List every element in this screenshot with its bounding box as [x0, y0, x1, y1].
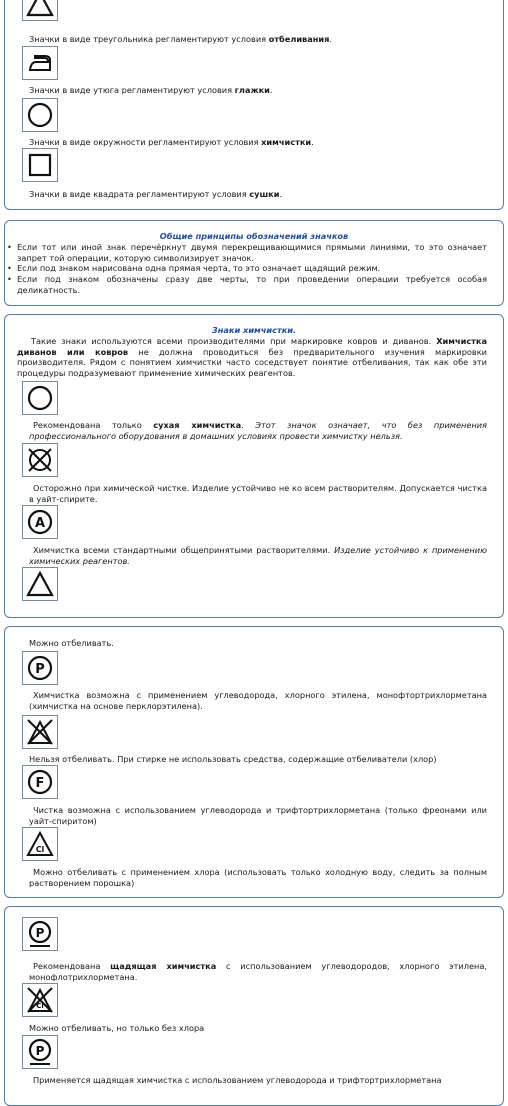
- section-title: Знаки химчистки.: [211, 325, 297, 335]
- symbol-frame: [22, 827, 58, 861]
- circle-icon: [26, 384, 54, 412]
- principle-bullet: • Если под знаком нарисована одна прямая черта, то это означает щадящий режим.: [5, 263, 487, 274]
- circle-p-underline-icon: [26, 1038, 54, 1066]
- svg-text:P: P: [35, 926, 45, 940]
- gentle-freon-description: Применяется щадящая химчистка с использованием углеводорода и трифтортрихлорметана: [33, 1075, 442, 1085]
- svg-text:P: P: [35, 662, 45, 677]
- symbol-frame: [22, 98, 58, 132]
- bleach-allowed-description: Можно отбеливать.: [29, 638, 114, 648]
- symbol-frame: [22, 917, 58, 951]
- dry-cleaning-signs-card: [4, 314, 504, 618]
- symbol-frame: [22, 983, 58, 1017]
- square-icon: [26, 151, 54, 179]
- bleaching-signs-card: [4, 626, 504, 898]
- freon-description: Чистка возможна с использованием углеводорода и трифтортрихлорметана (только фреонами или уайт-спиритом): [29, 805, 487, 826]
- chlorine-bleach-description: Можно отбеливать с применением хлора (использовать только холодную воду, следить за полным растворением порошка): [29, 867, 487, 888]
- circle-p-icon: [26, 654, 54, 682]
- svg-text:P: P: [35, 1044, 45, 1058]
- bleach-no-chlorine-description: Можно отбеливать, но только без хлора: [29, 1023, 205, 1033]
- gentle-cleaning-description: Рекомендована щадящая химчистка с использованием углеводородов, хлорного этилена, монофлотрихлорметана.: [29, 961, 487, 982]
- symbol-frame: [22, 381, 58, 415]
- symbol-frame: [22, 505, 58, 539]
- careful-cleaning-description: Осторожно при химической чистке. Изделие устойчиво не ко всем растворителям. Допускается чистка в уайт-спирите.: [29, 483, 487, 504]
- symbol-frame: [22, 765, 58, 799]
- section-intro: Такие знаки используются всеми производителями при маркировке ковров и диванов. Химчистка диванов или ковров не должна проводиться без предварительного изучения маркировки производителя. Рядом с понятием химчистки часто соседствует понятие отбеливания, так как обе эти процедуры подразумевают применение химических реагентов.: [17, 336, 487, 378]
- symbol-frame: [22, 148, 58, 182]
- crossed-triangle-icon: [26, 718, 54, 746]
- triangle-description: Значки в виде треугольника регламентируют условия отбеливания.: [29, 34, 333, 44]
- principle-bullet: • Если тот или иной знак перечёркнут двумя перекрещивающимися прямыми линиями, то это означает запрет той операции, которую символизирует значок.: [5, 242, 487, 263]
- standard-solvents-description: Химчистка всеми стандартными общепринятыми растворителями. Изделие устойчиво к применению химических реагентов.: [29, 545, 487, 566]
- general-principles-card: [4, 220, 504, 306]
- svg-text:Cl: Cl: [36, 1002, 44, 1010]
- symbol-frame: [22, 0, 58, 21]
- iron-icon: [26, 49, 54, 77]
- no-bleach-description: Нельзя отбеливать. При стирке не использовать средства, содержащие отбеливатели (хлор): [29, 754, 437, 764]
- circle-description: Значки в виде окружности регламентируют условия химчистки.: [29, 137, 314, 147]
- symbol-frame: [22, 1035, 58, 1069]
- triangle-cl-icon: [26, 830, 54, 858]
- iron-description: Значки в виде утюга регламентируют условия глажки.: [29, 85, 273, 95]
- svg-text:F: F: [35, 776, 45, 791]
- dry-clean-only-description: Рекомендована только сухая химчистка. Этот значок означает, что без применения профессионального оборудования в домашних условиях провести химчистку нельзя.: [29, 420, 487, 441]
- square-description: Значки в виде квадрата регламентируют условия сушки.: [29, 189, 283, 199]
- circle-p-underline-icon: [26, 920, 54, 948]
- circle-f-icon: [26, 768, 54, 796]
- symbol-frame: [22, 443, 58, 477]
- circle-a-icon: [26, 508, 54, 536]
- symbol-frame: [22, 651, 58, 685]
- svg-text:Cl: Cl: [35, 845, 45, 854]
- principle-bullet: • Если под знаком обозначены сразу две черты, то при проведении операции требуется особая деликатность.: [5, 274, 487, 295]
- circle-icon: [26, 101, 54, 129]
- section-title: Общие принципы обозначений значков: [159, 231, 349, 241]
- crossed-triangle-cl-icon: [26, 986, 54, 1014]
- crossed-circle-icon: [26, 446, 54, 474]
- bleach-iron-dry-legend-card: [4, 0, 504, 210]
- svg-text:A: A: [34, 516, 46, 531]
- triangle-icon: [26, 570, 54, 598]
- symbol-frame: [22, 46, 58, 80]
- gentle-cleaning-signs-card: [4, 906, 504, 1106]
- triangle-icon: [26, 0, 54, 18]
- symbol-frame: [22, 715, 58, 749]
- symbol-frame: [22, 567, 58, 601]
- perchlorethylene-description: Химчистка возможна с применением углеводорода, хлорного этилена, монофтортрихлорметана (химчистка на основе перклорэтилена).: [29, 690, 487, 711]
